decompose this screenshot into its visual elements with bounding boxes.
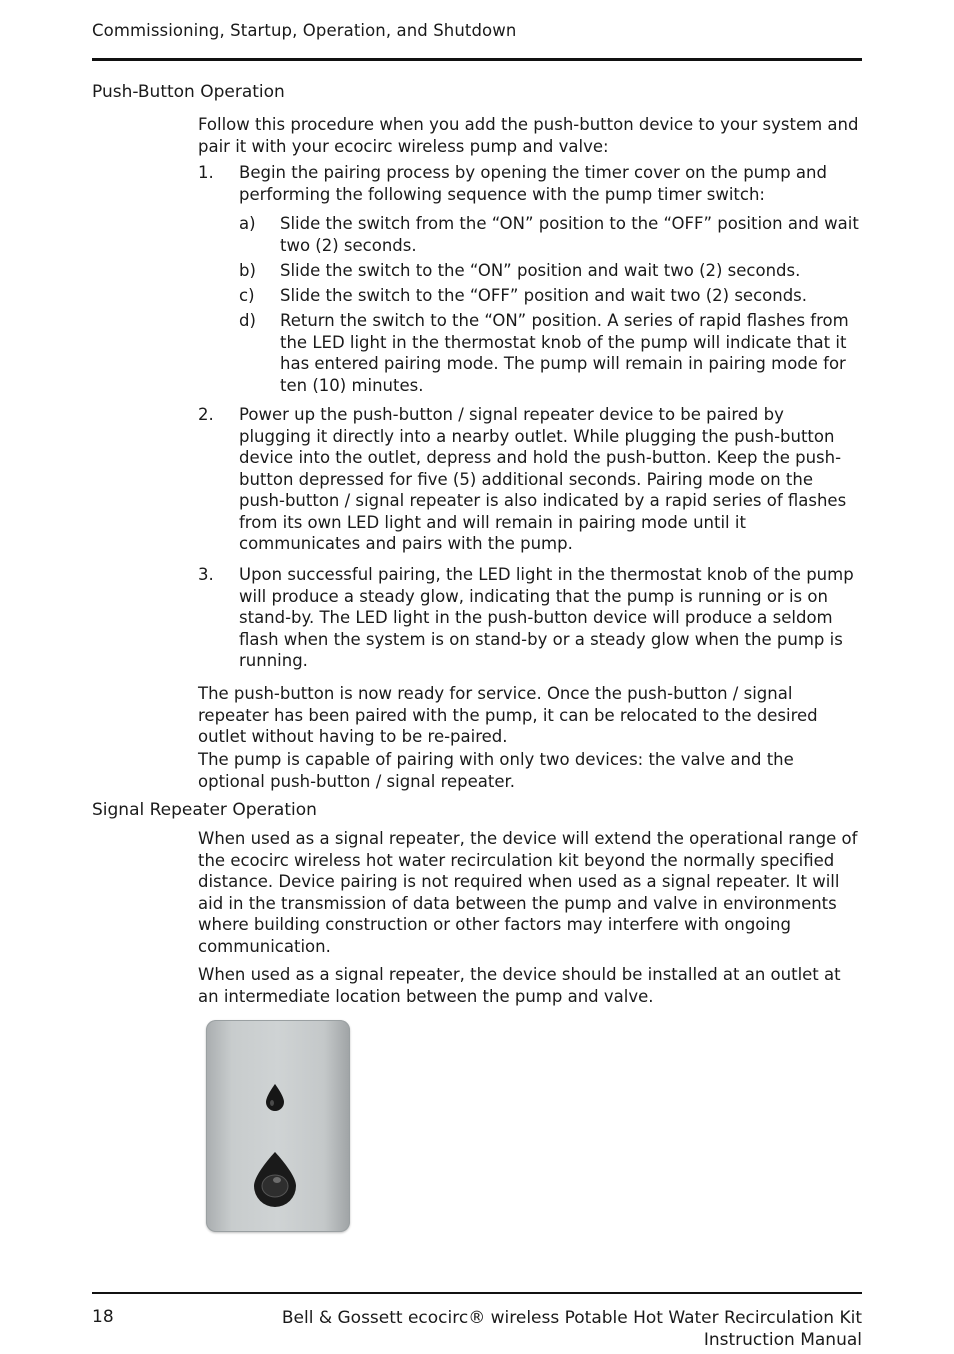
- push-button-device-photo: [206, 1020, 350, 1232]
- substep-c-text: Slide the switch to the “OFF” position and wait two (2) seconds.: [280, 286, 808, 305]
- footer-rule: [92, 1292, 862, 1294]
- capable-paragraph: The pump is capable of pairing with only two devices: the valve and the optional push-button / signal repeater.: [198, 750, 794, 791]
- ready-paragraph: The push-button is now ready for service. Once the push-button / signal repeater has been paired with the pump, it can be relocated to the desired outlet without having to be re-paired.: [198, 684, 818, 746]
- step-number: 3.: [198, 565, 214, 584]
- push-button-heading: Push-Button Operation: [92, 82, 285, 102]
- substep-d-text: Return the switch to the “ON” position. A series of rapid flashes from the LED light in the thermostat knob of the pump will indicate that it has entered pairing mode. The pump will remain in pairing mode for ten (10) minutes.: [280, 311, 849, 395]
- device-illustration: [206, 1020, 350, 1232]
- substep-label: d): [239, 311, 256, 330]
- page-number: 18: [92, 1307, 114, 1327]
- signal-repeater-paragraph-2: When used as a signal repeater, the device should be installed at an outlet at an intermediate location between the pump and valve.: [198, 965, 841, 1006]
- push-button-drop-icon: [254, 1152, 296, 1207]
- substep-label: c): [239, 286, 255, 305]
- signal-repeater-heading: Signal Repeater Operation: [92, 800, 317, 820]
- substep-label: a): [239, 214, 256, 233]
- header-rule: [92, 58, 862, 61]
- step-number: 1.: [198, 163, 214, 182]
- running-header: Commissioning, Startup, Operation, and Shutdown: [92, 21, 517, 40]
- step-1-text: Begin the pairing process by opening the timer cover on the pump and performing the following sequence with the pump timer switch:: [239, 163, 827, 204]
- led-drop-icon: [266, 1084, 284, 1111]
- substep-b-text: Slide the switch to the “ON” position and wait two (2) seconds.: [280, 261, 801, 280]
- signal-repeater-paragraph-1: When used as a signal repeater, the device will extend the operational range of the ecocirc wireless hot water recirculation kit beyond the normally specified distance. Device pairing is not required when used as a signal repeater. It will aid in the transmission of data between the pump and valve in environments where building construction or other factors may interfere with ongoing communication.: [198, 829, 858, 956]
- step-2-text: Power up the push-button / signal repeater device to be paired by plugging it directly into a nearby outlet. While plugging the push-button device into the outlet, depress and hold the push-button. Keep the push-button depressed for five (5) additional seconds. Pairing mode on the push-button / signal repeater is also indicated by a rapid series of flashes from its own LED light and will remain in pairing mode until it communicates and pairs with the pump.: [239, 405, 847, 553]
- step-3-text: Upon successful pairing, the LED light in the thermostat knob of the pump will produce a steady glow, indicating that the pump is running or is on stand-by. The LED light in the push-button device will produce a seldom flash when the system is on stand-by or a steady glow when the pump is running.: [239, 565, 854, 670]
- step-number: 2.: [198, 405, 214, 424]
- push-button-intro: Follow this procedure when you add the push-button device to your system and pair it with your ecocirc wireless pump and valve:: [198, 115, 859, 156]
- footer-title: Bell & Gossett ecocirc® wireless Potable Hot Water Recirculation Kit Instruction Manual: [281, 1308, 862, 1350]
- substep-label: b): [239, 261, 256, 280]
- substep-a-text: Slide the switch from the “ON” position to the “OFF” position and wait two (2) seconds.: [280, 214, 859, 255]
